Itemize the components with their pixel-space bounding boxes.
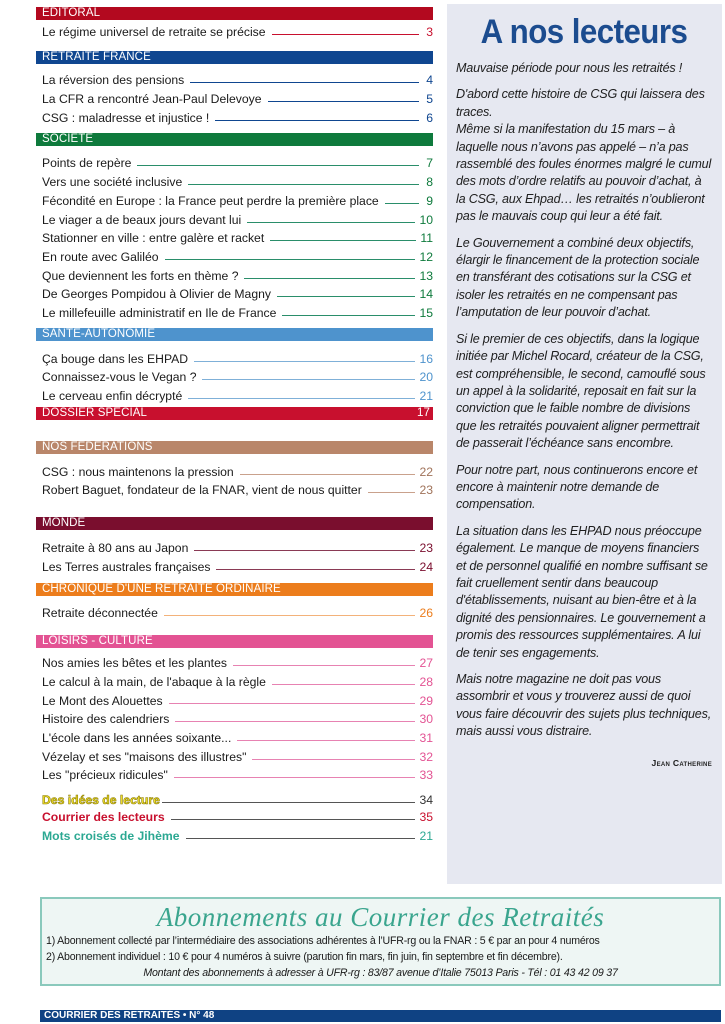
toc-item[interactable]: [36, 670, 433, 689]
editorial-title: A nos lecteurs: [480, 13, 688, 51]
toc-item-page: 7: [426, 156, 433, 171]
section-bar-dossier-special[interactable]: [36, 407, 433, 420]
toc-item-page: 24: [419, 559, 433, 574]
toc-item-page: 29: [419, 693, 433, 708]
section-label: ÉDITORAL: [42, 7, 101, 19]
editorial-box: [447, 4, 722, 884]
toc-item-title: CSG : maladresse et injustice !: [42, 110, 210, 125]
toc-item[interactable]: [36, 245, 433, 264]
toc-item[interactable]: [36, 602, 433, 621]
section-label: SANTÉ-AUTONOMIE: [42, 327, 156, 340]
leader-line: [175, 721, 415, 722]
subscription-option-1: 1) Abonnement collecté par l’intermédiaire des associations adhérentes à l’UFR-rg ou la FNAR : 5 € par an pour 4 numéros: [46, 935, 600, 947]
leader-line: [165, 259, 416, 260]
toc-item-title: Fécondité en Europe : la France peut perdre la première place: [42, 193, 379, 208]
editorial-paragraph: D'abord cette histoire de CSG qui laissera des traces.: [456, 87, 705, 119]
toc-item-page: 23: [419, 541, 433, 556]
toc-item-page: 28: [419, 674, 433, 689]
toc-item-page: 27: [419, 656, 433, 671]
section-label: LOISIRS - CULTURE: [42, 635, 153, 648]
toc-item-page: 14: [419, 287, 433, 302]
toc-item[interactable]: [36, 384, 433, 403]
toc-item-title: Ça bouge dans les EHPAD: [42, 351, 189, 366]
toc-item-title: Des idées de lecture: [42, 792, 160, 807]
toc-item-page: 4: [426, 73, 433, 88]
leader-line: [385, 203, 419, 204]
footer-text: COURRIER DES RETRAITÉS • N° 48: [44, 1010, 215, 1021]
toc-item[interactable]: [36, 347, 433, 366]
toc-item-title: Vézelay et ses "maisons des illustres": [42, 749, 247, 764]
toc-item-page: 16: [419, 351, 433, 366]
toc-item-page: 13: [419, 268, 433, 283]
leader-line: [164, 615, 416, 616]
toc-item[interactable]: [36, 20, 433, 39]
toc-item[interactable]: [36, 689, 433, 708]
toc-item[interactable]: [36, 764, 433, 783]
leader-line: [162, 802, 416, 803]
leader-line: [186, 838, 416, 839]
leader-line: [244, 278, 415, 279]
section-bar-retraite-france: [36, 51, 433, 64]
toc-item-page: 35: [419, 809, 433, 824]
toc-item-page: 32: [419, 749, 433, 764]
toc-item-lecture[interactable]: [36, 788, 433, 807]
toc-item[interactable]: [36, 745, 433, 764]
leader-line: [282, 315, 415, 316]
toc-item-title: Courrier des lecteurs: [42, 809, 165, 824]
leader-line: [188, 398, 415, 399]
toc-item-title: Le millefeuille administratif en Ile de France: [42, 305, 277, 320]
toc-item-page: 23: [419, 483, 433, 498]
leader-line: [171, 819, 416, 820]
leader-line: [240, 474, 416, 475]
section-label: CHRONIQUE D'UNE RETRAITE ORDINAIRE: [42, 582, 281, 595]
toc-item-title: L'école dans les années soixante...: [42, 730, 232, 745]
editorial-paragraph: Mauvaise période pour nous les retraités !: [456, 61, 683, 75]
toc-item-title: En route avec Galiléo: [42, 249, 159, 264]
leader-line: [215, 120, 419, 121]
leader-line: [270, 240, 416, 241]
section-bar-societe: [36, 133, 433, 146]
editorial-paragraph: Si le premier de ces objectifs, dans la logique initiée par Michel Rocard, créateur de la CSG, est compréhensible, le second, camouflé sous un appel à la solidarité, reposait en fait sur la conviction que le faible nombre de divisions que les retraités pouvaient aligner permettrait de passerait l’échéance sans encombre.: [456, 331, 706, 451]
toc-item-page: 10: [419, 212, 433, 227]
toc-item-page: 20: [419, 370, 433, 385]
toc-item-title: Le cerveau enfin décrypté: [42, 389, 183, 403]
leader-line: [237, 740, 415, 741]
section-bar-monde: [36, 517, 433, 530]
editorial-paragraph: Pour notre part, nous continuerons encore et encore à maintenir notre demande de compensation.: [456, 462, 698, 512]
leader-line: [252, 759, 415, 760]
toc-item-title: Les Terres australes françaises: [42, 559, 211, 574]
leader-line: [174, 777, 416, 778]
editorial-paragraph: La situation dans les EHPAD nous préoccupe également. Le manque de moyens financiers et de personnel qualifié en nombre suffisant se fait cruellement sentir dans beaucoup d'établissements, nuisant au bien-être et à la dignité des pensionnaires. Le gouvernement a promis des ressources supplémentaires. A lui de tenir ses engagements.: [456, 523, 708, 660]
toc-item-title: La CFR a rencontré Jean-Paul Delevoye: [42, 92, 262, 107]
editorial-signature: Jean Catherine: [651, 757, 712, 768]
toc-item-page: 21: [419, 389, 433, 403]
toc-item-page: 21: [419, 828, 433, 843]
leader-line: [247, 222, 415, 223]
toc-item-title: Nos amies les bêtes et les plantes: [42, 656, 227, 671]
toc-item-title: De Georges Pompidou à Olivier de Magny: [42, 287, 271, 302]
toc-item-title: Points de repère: [42, 156, 132, 171]
toc-item-page: 31: [419, 730, 433, 745]
section-bar-editorial: [36, 7, 433, 20]
toc-item-title: Le Mont des Alouettes: [42, 693, 163, 708]
leader-line: [137, 165, 419, 166]
section-label: SOCIÉTÉ: [42, 132, 94, 145]
toc-item-title: CSG : nous maintenons la pression: [42, 464, 234, 479]
toc-item-page: 8: [426, 175, 433, 190]
section-label: RETRAITE FRANCE: [42, 50, 151, 63]
toc-item[interactable]: [36, 227, 433, 246]
table-of-contents: [36, 7, 433, 843]
toc-item-title: Les "précieux ridicules": [42, 768, 168, 783]
toc-item-page: 5: [426, 92, 433, 107]
toc-item-title: Vers une société inclusive: [42, 175, 183, 190]
leader-line: [194, 550, 415, 551]
section-label: DOSSIER SPÉCIAL: [42, 407, 148, 419]
subscription-title: Abonnements au Courrier des Retraités: [156, 902, 605, 932]
toc-item-page: 3: [426, 24, 433, 39]
toc-item-title: Que deviennent les forts en thème ?: [42, 268, 239, 283]
editorial-paragraph: Même si la manifestation du 15 mars – à laquelle nous n’avons pas appelé – n’a pas rassemblé des foules énormes malgré le cumul des mots d’ordre relatifs au pouvoir d’achat, à la CSG, aux Ehpad… les retraités n’oublieront pas le mauvais coup qui leur a été fait.: [456, 122, 712, 224]
toc-item-title: Stationner en ville : entre galère et racket: [42, 231, 265, 246]
subscription-box: [40, 897, 721, 986]
subscription-option-2: 2) Abonnement individuel : 10 € pour 4 numéros à suivre (parution fin mars, fin juin, fin septembre et fin décembre).: [46, 951, 563, 963]
leader-line: [233, 665, 416, 666]
section-label: NOS FÉDÉRATIONS: [42, 441, 153, 453]
toc-item-courrier[interactable]: [36, 807, 433, 824]
toc-item[interactable]: [36, 536, 433, 555]
leader-line: [190, 82, 419, 83]
toc-item-title: Retraite à 80 ans au Japon: [42, 541, 189, 556]
toc-item-title: Histoire des calendriers: [42, 712, 170, 727]
toc-item[interactable]: [36, 170, 433, 189]
toc-item[interactable]: [36, 301, 433, 320]
toc-item-title: Le calcul à la main, de l'abaque à la règle: [42, 674, 266, 689]
subscription-address: Montant des abonnements à adresser à UFR-rg : 83/87 avenue d’Italie 75013 Paris - Tél : 01 43 42 09 37: [143, 967, 618, 979]
toc-item[interactable]: [36, 283, 433, 302]
toc-item-page: 34: [419, 792, 433, 807]
toc-item-title: Retraite déconnectée: [42, 606, 158, 621]
toc-item-page: 12: [419, 249, 433, 264]
toc-item-page: 6: [426, 110, 433, 125]
toc-item-page: 11: [420, 231, 433, 246]
toc-item[interactable]: [36, 189, 433, 208]
toc-item-page: 9: [426, 193, 433, 208]
leader-line: [169, 703, 416, 704]
section-bar-federations: [36, 441, 433, 454]
toc-item[interactable]: [36, 651, 433, 670]
leader-line: [272, 34, 419, 35]
leader-line: [277, 296, 415, 297]
leader-line: [202, 379, 415, 380]
toc-item-mots-croises[interactable]: [36, 824, 433, 843]
toc-item-title: Le viager a de beaux jours devant lui: [42, 212, 242, 227]
toc-item[interactable]: [36, 264, 433, 283]
leader-line: [268, 101, 420, 102]
toc-item[interactable]: [36, 106, 433, 125]
toc-item[interactable]: [36, 708, 433, 727]
toc-item[interactable]: [36, 87, 433, 106]
toc-item-page: 26: [419, 606, 433, 621]
toc-item[interactable]: [36, 152, 433, 171]
section-page: 17: [417, 407, 430, 419]
toc-item-title: Connaissez-vous le Vegan ?: [42, 370, 197, 385]
leader-line: [216, 569, 415, 570]
toc-item[interactable]: [36, 460, 433, 479]
toc-item[interactable]: [36, 555, 433, 574]
toc-item[interactable]: [36, 479, 433, 498]
toc-item-title: Mots croisés de Jihème: [42, 828, 180, 843]
section-label: MONDE: [42, 517, 86, 530]
toc-item-page: 22: [419, 464, 433, 479]
toc-item-page: 30: [419, 712, 433, 727]
toc-item[interactable]: [36, 69, 433, 88]
toc-item-page: 15: [419, 305, 433, 320]
footer-bar: [40, 1010, 721, 1022]
section-bar-loisirs-culture: [36, 635, 433, 648]
editorial-paragraph: Mais notre magazine ne doit pas vous assombrir et vous y trouverez aussi de quoi vous faire découvrir des sujets plus techniques, mais aussi vous distraire.: [456, 672, 712, 739]
leader-line: [188, 184, 419, 185]
toc-item-title: Robert Baguet, fondateur de la FNAR, vient de nous quitter: [42, 483, 362, 498]
toc-item[interactable]: [36, 208, 433, 227]
leader-line: [194, 361, 415, 362]
editorial-paragraph: Le Gouvernement a combiné deux objectifs, élargir le financement de la protection sociale en transférant des cotisations sur la CSG et isoler les retraités en ne compensant pas l’amputation de leur pouvoir d’achat.: [456, 235, 700, 320]
section-bar-chronique: [36, 583, 433, 596]
toc-item-title: Le régime universel de retraite se précise: [42, 24, 266, 39]
toc-item-page: 33: [419, 768, 433, 783]
toc-item-title: La réversion des pensions: [42, 73, 185, 88]
section-bar-sante-autonomie: [36, 328, 433, 341]
leader-line: [272, 684, 416, 685]
leader-line: [368, 492, 416, 493]
toc-item[interactable]: [36, 726, 433, 745]
toc-item[interactable]: [36, 366, 433, 385]
